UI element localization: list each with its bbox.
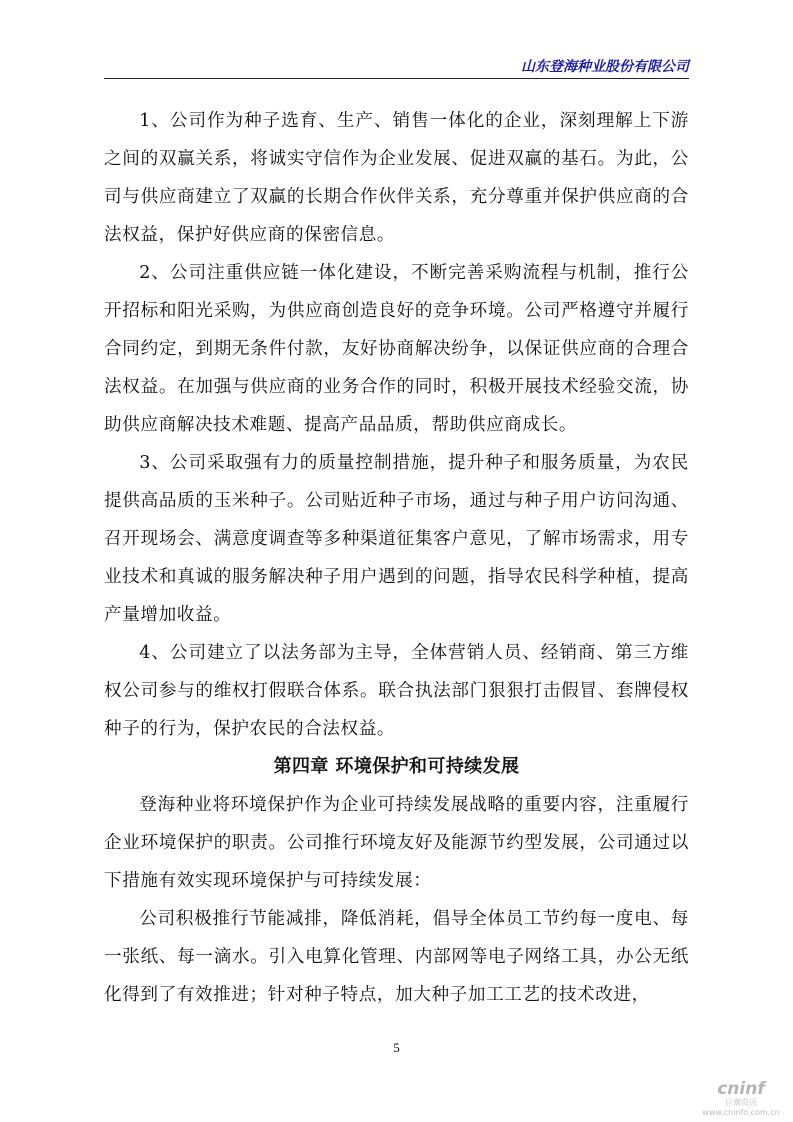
chapter-paragraph-1: 登海种业将环境保护作为企业可持续发展战略的重要内容，注重履行企业环境保护的职责。公司推行环境友好及能源节约型发展，公司通过以下措施有效实现环境保护与可持续发展：: [104, 795, 689, 891]
chapter-paragraph-2: 公司积极推行节能减排，降低消耗，倡导全体员工节约每一度电、每一张纸、每一滴水。引入电算化管理、内部网等电子网络工具，办公无纸化得到了有效推进；针对种子特点，加大种子加工工艺的技术改进，: [104, 909, 689, 1005]
chapter-title: 第四章 环境保护和可持续发展: [273, 756, 520, 777]
watermark-url: www.cninfo.com.cn: [702, 1108, 780, 1117]
cninfo-watermark: [701, 1080, 781, 1116]
paragraph-2: 2、公司注重供应链一体化建设，不断完善采购流程与机制，推行公开招标和阳光采购，为供应商创造良好的竞争环境。公司严格遵守并履行合同约定，到期无条件付款，友好协商解决纷争，以保证供应商的合理合法权益。在加强与供应商的业务合作的同时，积极开展技术经验交流，协助供应商解决技术难题、提高产品品质，帮助供应商成长。: [104, 263, 689, 435]
document-body: [104, 102, 689, 1014]
paragraph-4: 4、公司建立了以法务部为主导，全体营销人员、经销商、第三方维权公司参与的维权打假联合体系。联合执法部门狠狠打击假冒、套牌侵权种子的行为，保护农民的合法权益。: [104, 643, 689, 739]
header-rule: [104, 78, 689, 79]
page-number: 5: [393, 1040, 400, 1055]
header-company-name: 山东登海种业股份有限公司: [521, 59, 689, 75]
paragraph-3: 3、公司采取强有力的质量控制措施，提升种子和服务质量，为农民提供高品质的玉米种子。公司贴近种子市场，通过与种子用户访问沟通、召开现场会、满意度调查等多种渠道征集客户意见，了解市场需求，用专业技术和真诚的服务解决种子用户遇到的问题，指导农民科学种植，提高产量增加收益。: [104, 453, 689, 625]
paragraph-1: 1、公司作为种子选育、生产、销售一体化的企业，深刻理解上下游之间的双赢关系，将诚实守信作为企业发展、促进双赢的基石。为此，公司与供应商建立了双赢的长期合作伙伴关系，充分尊重并保护供应商的合法权益，保护好供应商的保密信息。: [104, 111, 689, 245]
watermark-logo: cninf: [717, 1079, 765, 1099]
watermark-sub: 巨潮资讯: [725, 1098, 757, 1107]
